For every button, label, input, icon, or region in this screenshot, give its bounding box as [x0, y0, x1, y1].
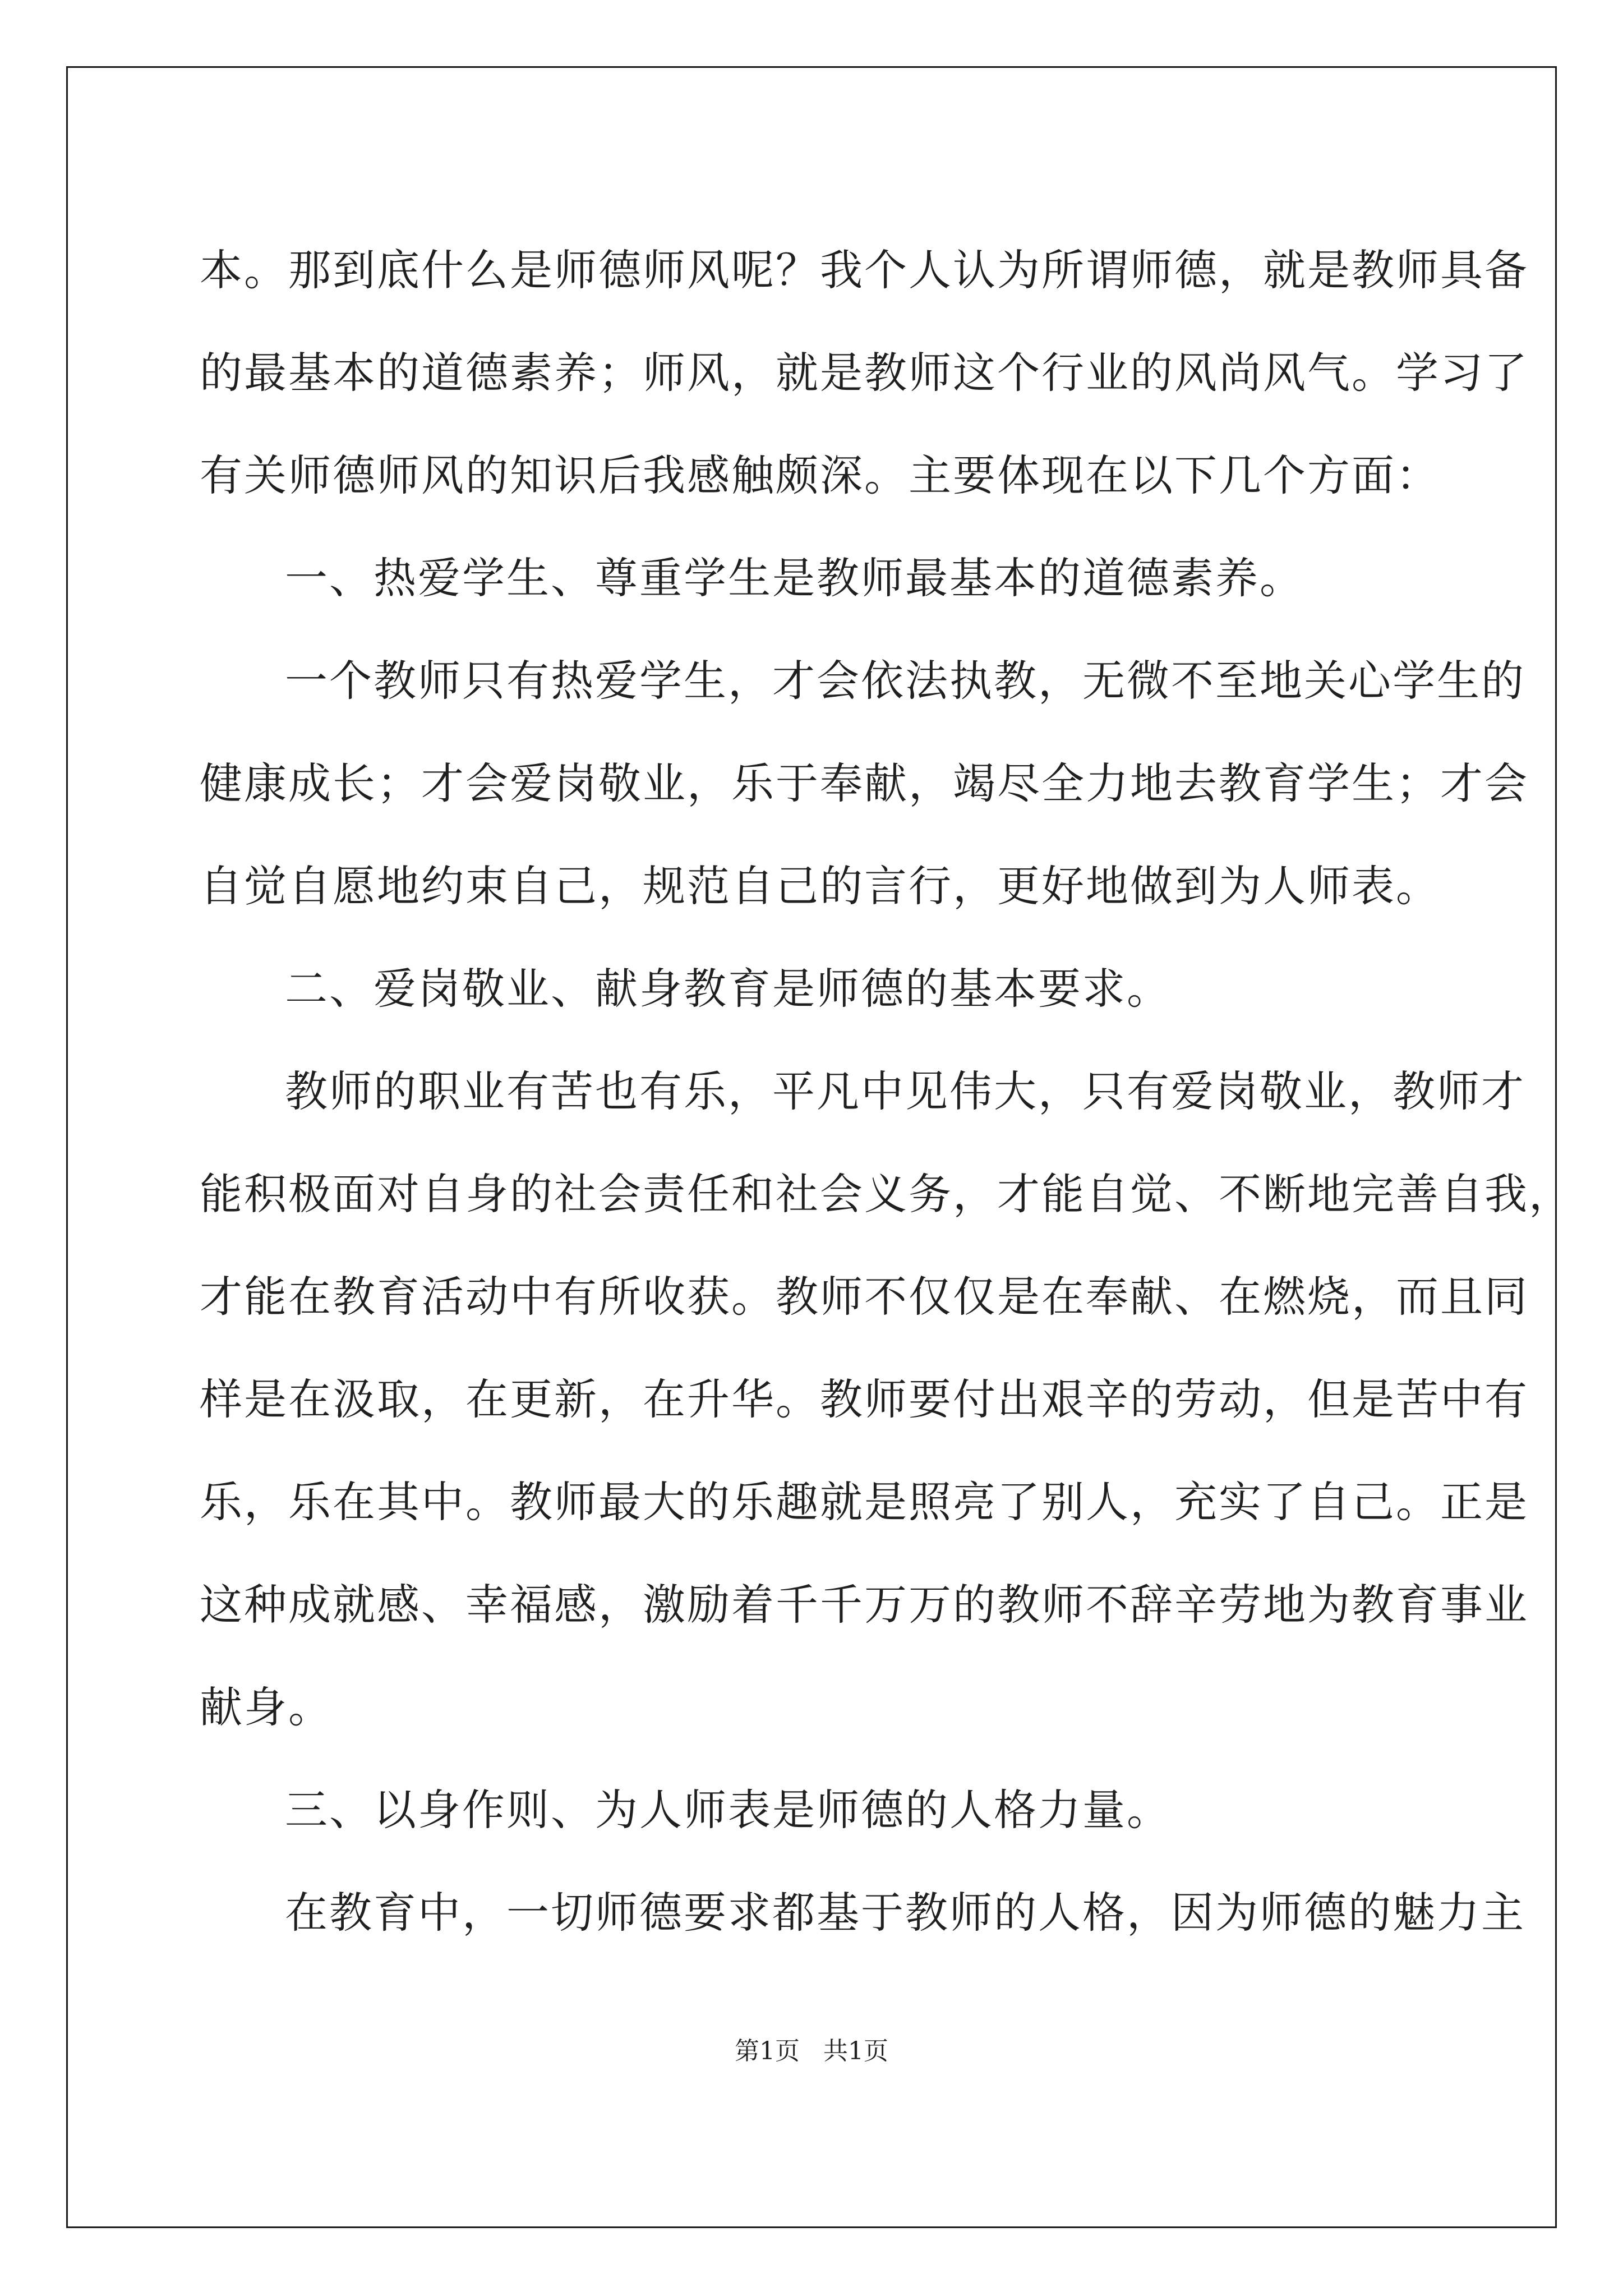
text-line: 一个教师只有热爱学生，才会依法执教，无微不至地关心学生的 [285, 656, 1525, 706]
page-total: 共1页 [823, 2037, 888, 2065]
text-line: 这种成就感、幸福感，激励着千千万万的教师不辞辛劳地为教育事业 [200, 1580, 1529, 1630]
section-heading-2: 二、爱岗敬业、献身教育是师德的基本要求。 [285, 964, 1171, 1014]
text-line: 本。那到底什么是师德师风呢？我个人认为所谓师德，就是教师具备 [200, 245, 1529, 295]
text-line: 在教育中，一切师德要求都基于教师的人格，因为师德的魅力主 [285, 1888, 1525, 1938]
text-line: 献身。 [200, 1682, 333, 1732]
text-line: 有关师德师风的知识后我感触颇深。主要体现在以下几个方面： [200, 450, 1440, 500]
text-line: 的最基本的道德素养；师风，就是教师这个行业的风尚风气。学习了 [200, 348, 1529, 398]
text-line: 才能在教育活动中有所收获。教师不仅仅是在奉献、在燃烧，而且同 [200, 1272, 1529, 1322]
section-heading-3: 三、以身作则、为人师表是师德的人格力量。 [285, 1785, 1171, 1835]
text-line: 教师的职业有苦也有乐，平凡中见伟大，只有爱岗敬业，教师才 [285, 1066, 1525, 1116]
document-body [200, 219, 1573, 1964]
text-line: 自觉自愿地约束自己，规范自己的言行，更好地做到为人师表。 [200, 861, 1440, 911]
text-line: 乐，乐在其中。教师最大的乐趣就是照亮了别人，充实了自己。正是 [200, 1477, 1529, 1527]
section-heading-1: 一、热爱学生、尊重学生是教师最基本的道德素养。 [285, 553, 1304, 603]
page-footer [0, 2031, 1623, 2067]
text-line: 健康成长；才会爱岗敬业，乐于奉献，竭尽全力地去教育学生；才会 [200, 758, 1529, 808]
page-number: 第1页 [735, 2037, 800, 2065]
text-line: 样是在汲取，在更新，在升华。教师要付出艰辛的劳动，但是苦中有 [200, 1374, 1529, 1424]
text-line: 能积极面对自身的社会责任和社会义务，才能自觉、不断地完善自我， [200, 1169, 1573, 1219]
